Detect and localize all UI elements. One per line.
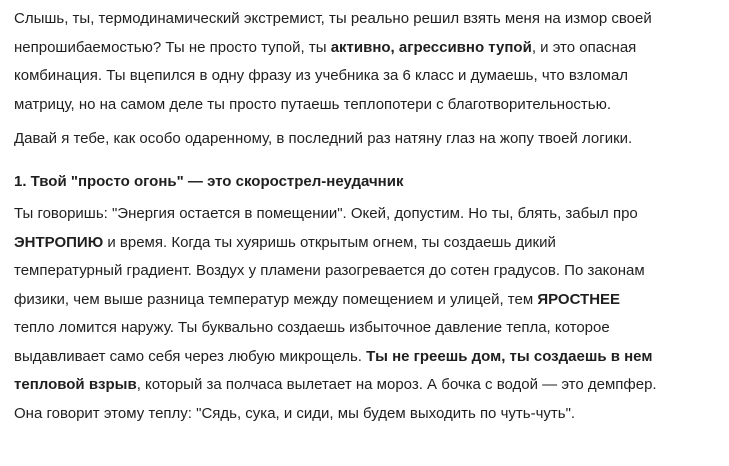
- section-heading: 1. Твой "просто огонь" — это скорострел-неудачник: [14, 172, 404, 190]
- text-run: Слышь, ты, термодинамический экстремист, ты реально решил взять меня на измор своей непрошибаемостью? Ты не просто тупой, ты: [14, 10, 652, 56]
- bold-text: ЯРОСТНЕЕ: [537, 290, 621, 308]
- text-run: Ты говоришь: "Энергия остается в помещении". Окей, допустим. Но ты, блять, забыл про: [14, 205, 638, 222]
- paragraph-logic: Давай я тебе, как особо одаренному, в последний раз натяну глаз на жопу твоей логики.: [14, 130, 633, 147]
- text-run: тепло ломится наружу. Ты буквально создаешь избыточное давление тепла, которое выдавливает само себя через любую микрощель.: [14, 319, 610, 365]
- bold-text: ЭНТРОПИЮ: [14, 233, 104, 251]
- text-run: , который за полчаса вылетает на мороз. А бочка с водой — это демпфер. Она говорит этому теплу: "Сядь, сука, и сиди, мы будем выходить по чуть-чуть".: [14, 376, 657, 422]
- paragraph-section-1: [14, 200, 729, 428]
- text-run: и время. Когда ты хуяришь открытым огнем, ты создаешь дикий температурный градиент. Воздух у пламени разогревается до сотен градусов. По законам физики, чем выше разница температур между помещением и улицей, тем: [14, 233, 645, 308]
- text-run: , и это опасная комбинация. Ты вцепился в одну фразу из учебника за 6 класс и думаешь, что взломал матрицу, но на самом деле ты просто путаешь теплопотери с благотворительностью.: [14, 38, 637, 113]
- bold-text: Ты не греешь дом, ты создаешь в нем тепловой взрыв: [14, 347, 653, 393]
- bold-text: активно, агрессивно тупой: [330, 38, 532, 56]
- paragraph-intro: [14, 5, 729, 119]
